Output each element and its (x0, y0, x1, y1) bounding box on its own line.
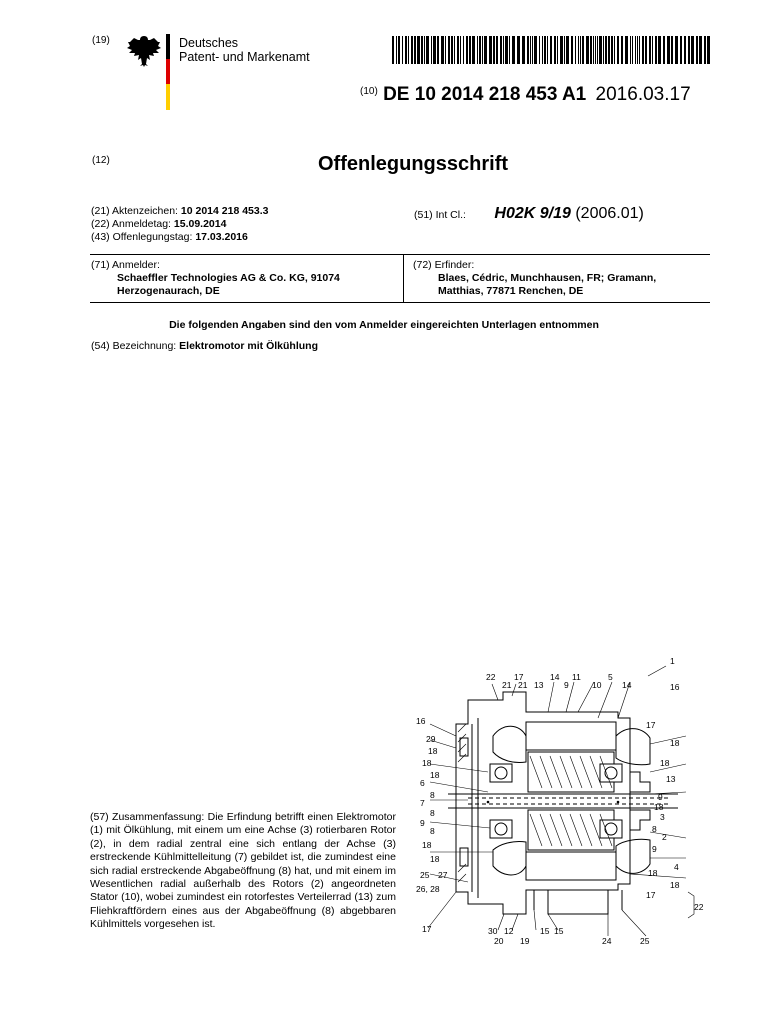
barcode-bar (544, 36, 546, 64)
divider-top (90, 254, 710, 255)
barcode-bar (696, 36, 698, 64)
barcode (392, 36, 714, 64)
fig-label: 27 (438, 870, 448, 880)
fig-label: 18 (648, 868, 658, 878)
fig-label: 14 (622, 680, 632, 690)
barcode-bar (658, 36, 661, 64)
barcode-bar (463, 36, 464, 64)
barcode-bar (564, 36, 565, 64)
fig-label: 15 (554, 926, 564, 936)
fig-label: 8 (430, 808, 435, 818)
barcode-bar (680, 36, 682, 64)
barcode-bar (667, 36, 670, 64)
barcode-bar (603, 36, 604, 64)
barcode-bar (639, 36, 640, 64)
doc-number: DE 10 2014 218 453 A1 (383, 84, 587, 105)
barcode-bar (454, 36, 455, 64)
barcode-bar (539, 36, 540, 64)
barcode-bar (707, 36, 710, 64)
ipc-year: (2006.01) (575, 205, 644, 222)
barcode-bar (532, 36, 533, 64)
barcode-bar (408, 36, 409, 64)
inid-19: (19) (92, 35, 110, 46)
applicant-line-2: Herzogenaurach, DE (117, 285, 220, 297)
barcode-bar (605, 36, 607, 64)
federal-eagle-logo (126, 34, 162, 68)
applicant-block (91, 259, 340, 298)
biblio-left (91, 205, 268, 244)
publication-number (360, 84, 691, 106)
fig-label: 9 (658, 792, 663, 802)
app-no-label: (21) Aktenzeichen: (91, 205, 178, 217)
barcode-bar (522, 36, 525, 64)
barcode-bar (652, 36, 653, 64)
fig-label: 1 (670, 656, 675, 666)
barcode-bar (671, 36, 673, 64)
barcode-bar (608, 36, 610, 64)
barcode-bar (421, 36, 423, 64)
barcode-bar (586, 36, 589, 64)
barcode-bar (466, 36, 468, 64)
barcode-bar (457, 36, 459, 64)
barcode-bar (691, 36, 694, 64)
fig-label: 18 (670, 880, 680, 890)
barcode-bar (625, 36, 628, 64)
barcode-bar (582, 36, 584, 64)
barcode-bar (593, 36, 594, 64)
barcode-bar (550, 36, 552, 64)
barcode-bar (630, 36, 631, 64)
applicant-label: (71) Anmelder: (91, 259, 160, 271)
office-line-1: Deutsches (179, 36, 239, 50)
publication-date: 2016.03.17 (595, 84, 691, 105)
barcode-bar (554, 36, 556, 64)
fig-label: 17 (646, 720, 656, 730)
inid-12: (12) (92, 155, 110, 166)
source-notice: Die folgenden Angaben sind den vom Anmelder eingereichten Unterlagen entnommen (169, 319, 599, 331)
barcode-bar (411, 36, 413, 64)
barcode-bar (484, 36, 487, 64)
barcode-bar (547, 36, 548, 64)
fig-label: 9 (564, 680, 569, 690)
app-no: 10 2014 218 453.3 (180, 205, 269, 217)
patent-figure (408, 652, 708, 952)
fig-label: 25 (420, 870, 430, 880)
barcode-bar (663, 36, 665, 64)
fig-label: 19 (520, 936, 530, 946)
barcode-bar (402, 36, 403, 64)
filing-label: (22) Anmeldetag: (91, 218, 171, 230)
barcode-bar (482, 36, 483, 64)
barcode-bar (566, 36, 569, 64)
barcode-bar (704, 36, 706, 64)
fig-label: 22 (694, 902, 704, 912)
barcode-bar (597, 36, 598, 64)
barcode-bar (477, 36, 478, 64)
barcode-bar (578, 36, 579, 64)
barcode-bar (479, 36, 481, 64)
barcode-bar (534, 36, 537, 64)
barcode-bar (451, 36, 453, 64)
barcode-bar (642, 36, 644, 64)
barcode-bar (635, 36, 636, 64)
barcode-bar (493, 36, 495, 64)
barcode-bar (500, 36, 502, 64)
barcode-bar (405, 36, 407, 64)
barcode-bar (469, 36, 471, 64)
barcode-bar (655, 36, 657, 64)
fig-label: 5 (608, 672, 613, 682)
fig-label: 7 (420, 798, 425, 808)
fig-label: 18 (422, 758, 432, 768)
fig-label: 21 (518, 680, 528, 690)
flag-bar (166, 34, 170, 110)
fig-label: 6 (420, 778, 425, 788)
barcode-bar (392, 36, 394, 64)
fig-label: 18 (670, 738, 680, 748)
fig-label: 8 (430, 790, 435, 800)
barcode-bar (472, 36, 475, 64)
barcode-bar (571, 36, 573, 64)
divider-vertical (403, 254, 404, 302)
barcode-bar (621, 36, 623, 64)
barcode-bar (445, 36, 446, 64)
barcode-bar (580, 36, 581, 64)
inventor-line-2: Matthias, 77871 Renchen, DE (438, 285, 584, 297)
barcode-bar (503, 36, 504, 64)
fig-label: 14 (550, 672, 560, 682)
inventor-line-1: Blaes, Cédric, Munchhausen, FR; Gramann, (438, 272, 657, 284)
barcode-bar (595, 36, 596, 64)
ipc-label: (51) Int Cl.: (414, 209, 466, 221)
designation-title: Elektromotor mit Ölkühlung (179, 340, 318, 352)
pubday-label: (43) Offenlegungstag: (91, 231, 193, 243)
designation (91, 340, 318, 353)
fig-label: 29 (426, 734, 436, 744)
fig-label: 26, 28 (416, 884, 440, 894)
fig-label: 4 (674, 862, 679, 872)
barcode-bar (599, 36, 602, 64)
office-name (179, 36, 310, 64)
fig-label: 18 (430, 854, 440, 864)
barcode-bar (517, 36, 520, 64)
barcode-bar (424, 36, 425, 64)
barcode-bar (433, 36, 436, 64)
barcode-bar (542, 36, 543, 64)
pubday: 17.03.2016 (195, 231, 248, 243)
barcode-bar (617, 36, 619, 64)
barcode-bar (496, 36, 498, 64)
barcode-bar (512, 36, 515, 64)
applicant-line-1: Schaeffler Technologies AG & Co. KG, 91074 (117, 272, 340, 284)
barcode-bar (649, 36, 651, 64)
fig-label: 13 (534, 680, 544, 690)
fig-label: 17 (422, 924, 432, 934)
barcode-bar (699, 36, 702, 64)
fig-label: 16 (416, 716, 426, 726)
fig-label: 18 (430, 770, 440, 780)
barcode-bar (431, 36, 432, 64)
barcode-bar (688, 36, 690, 64)
ipc-class: H02K 9/19 (494, 205, 571, 222)
barcode-bar (530, 36, 531, 64)
barcode-bar (437, 36, 439, 64)
document-type: Offenlegungsschrift (318, 153, 509, 175)
inventor-label: (72) Erfinder: (413, 259, 475, 271)
barcode-bar (675, 36, 678, 64)
fig-label: 9 (652, 844, 657, 854)
ipc (414, 205, 644, 223)
barcode-bar (505, 36, 508, 64)
office-line-2: Patent- und Markenamt (179, 50, 310, 64)
barcode-bar (637, 36, 638, 64)
fig-label: 25 (640, 936, 650, 946)
barcode-bar (560, 36, 563, 64)
fig-label: 10 (592, 680, 602, 690)
fig-label: 21 (502, 680, 512, 690)
fig-label: 9 (420, 818, 425, 828)
fig-label: 18 (654, 802, 664, 812)
barcode-bar (448, 36, 450, 64)
barcode-bar (614, 36, 615, 64)
fig-label: 16 (670, 682, 680, 692)
barcode-bar (590, 36, 592, 64)
barcode-bar (527, 36, 529, 64)
inid-10: (10) (360, 86, 378, 97)
designation-label: (54) Bezeichnung: (91, 340, 177, 352)
fig-label: 20 (494, 936, 504, 946)
barcode-bar (417, 36, 420, 64)
fig-label: 18 (428, 746, 438, 756)
fig-label: 8 (430, 826, 435, 836)
filing-date: 15.09.2014 (173, 218, 227, 230)
fig-label: 17 (646, 890, 656, 900)
fig-label: 2 (662, 832, 667, 842)
barcode-bar (441, 36, 444, 64)
fig-label: 17 (514, 672, 524, 682)
fig-label: 30 (488, 926, 498, 936)
fig-label: 24 (602, 936, 612, 946)
inventor-block (413, 259, 656, 298)
barcode-bar (489, 36, 492, 64)
barcode-bar (460, 36, 461, 64)
barcode-bar (396, 36, 397, 64)
fig-label: 18 (660, 758, 670, 768)
fig-label: 22 (486, 672, 496, 682)
barcode-bar (645, 36, 647, 64)
barcode-bar (414, 36, 416, 64)
barcode-bar (557, 36, 558, 64)
barcode-bar (632, 36, 633, 64)
barcode-bar (575, 36, 576, 64)
barcode-bar (611, 36, 613, 64)
abstract: (57) Zusammenfassung: Die Erfindung betrifft einen Elektromotor (1) mit Ölkühlung, mit einem um eine Achse (3) rotierbaren Rotor (2), in dem radial zentral eine sich entlang der Achse (3) erstreckende Kühlmittelleitung (7) gebildet ist, die zumindest eine sich radial erstreckende Abgabeöffnung (8) hat, und mit einem im Wesentlichen radial außerhalb des Rotors (2) angeordneten Stator (10), wobei zumindest ein rotorfestes Verteilerrad (13) zum Fliehkraftfördern eines aus der Abgabeöffnung (8) abgebbaren Kühlmittels vorgesehen ist. (90, 811, 396, 931)
barcode-bar (426, 36, 429, 64)
fig-label: 18 (422, 840, 432, 850)
divider-bottom (90, 302, 710, 303)
barcode-bar (684, 36, 686, 64)
fig-label: 3 (660, 812, 665, 822)
fig-label: 8 (652, 824, 657, 834)
barcode-bar (398, 36, 400, 64)
barcode-bar (509, 36, 510, 64)
fig-label: 11 (572, 672, 581, 682)
fig-label: 12 (504, 926, 514, 936)
fig-label: 15 (540, 926, 550, 936)
fig-label: 13 (666, 774, 676, 784)
